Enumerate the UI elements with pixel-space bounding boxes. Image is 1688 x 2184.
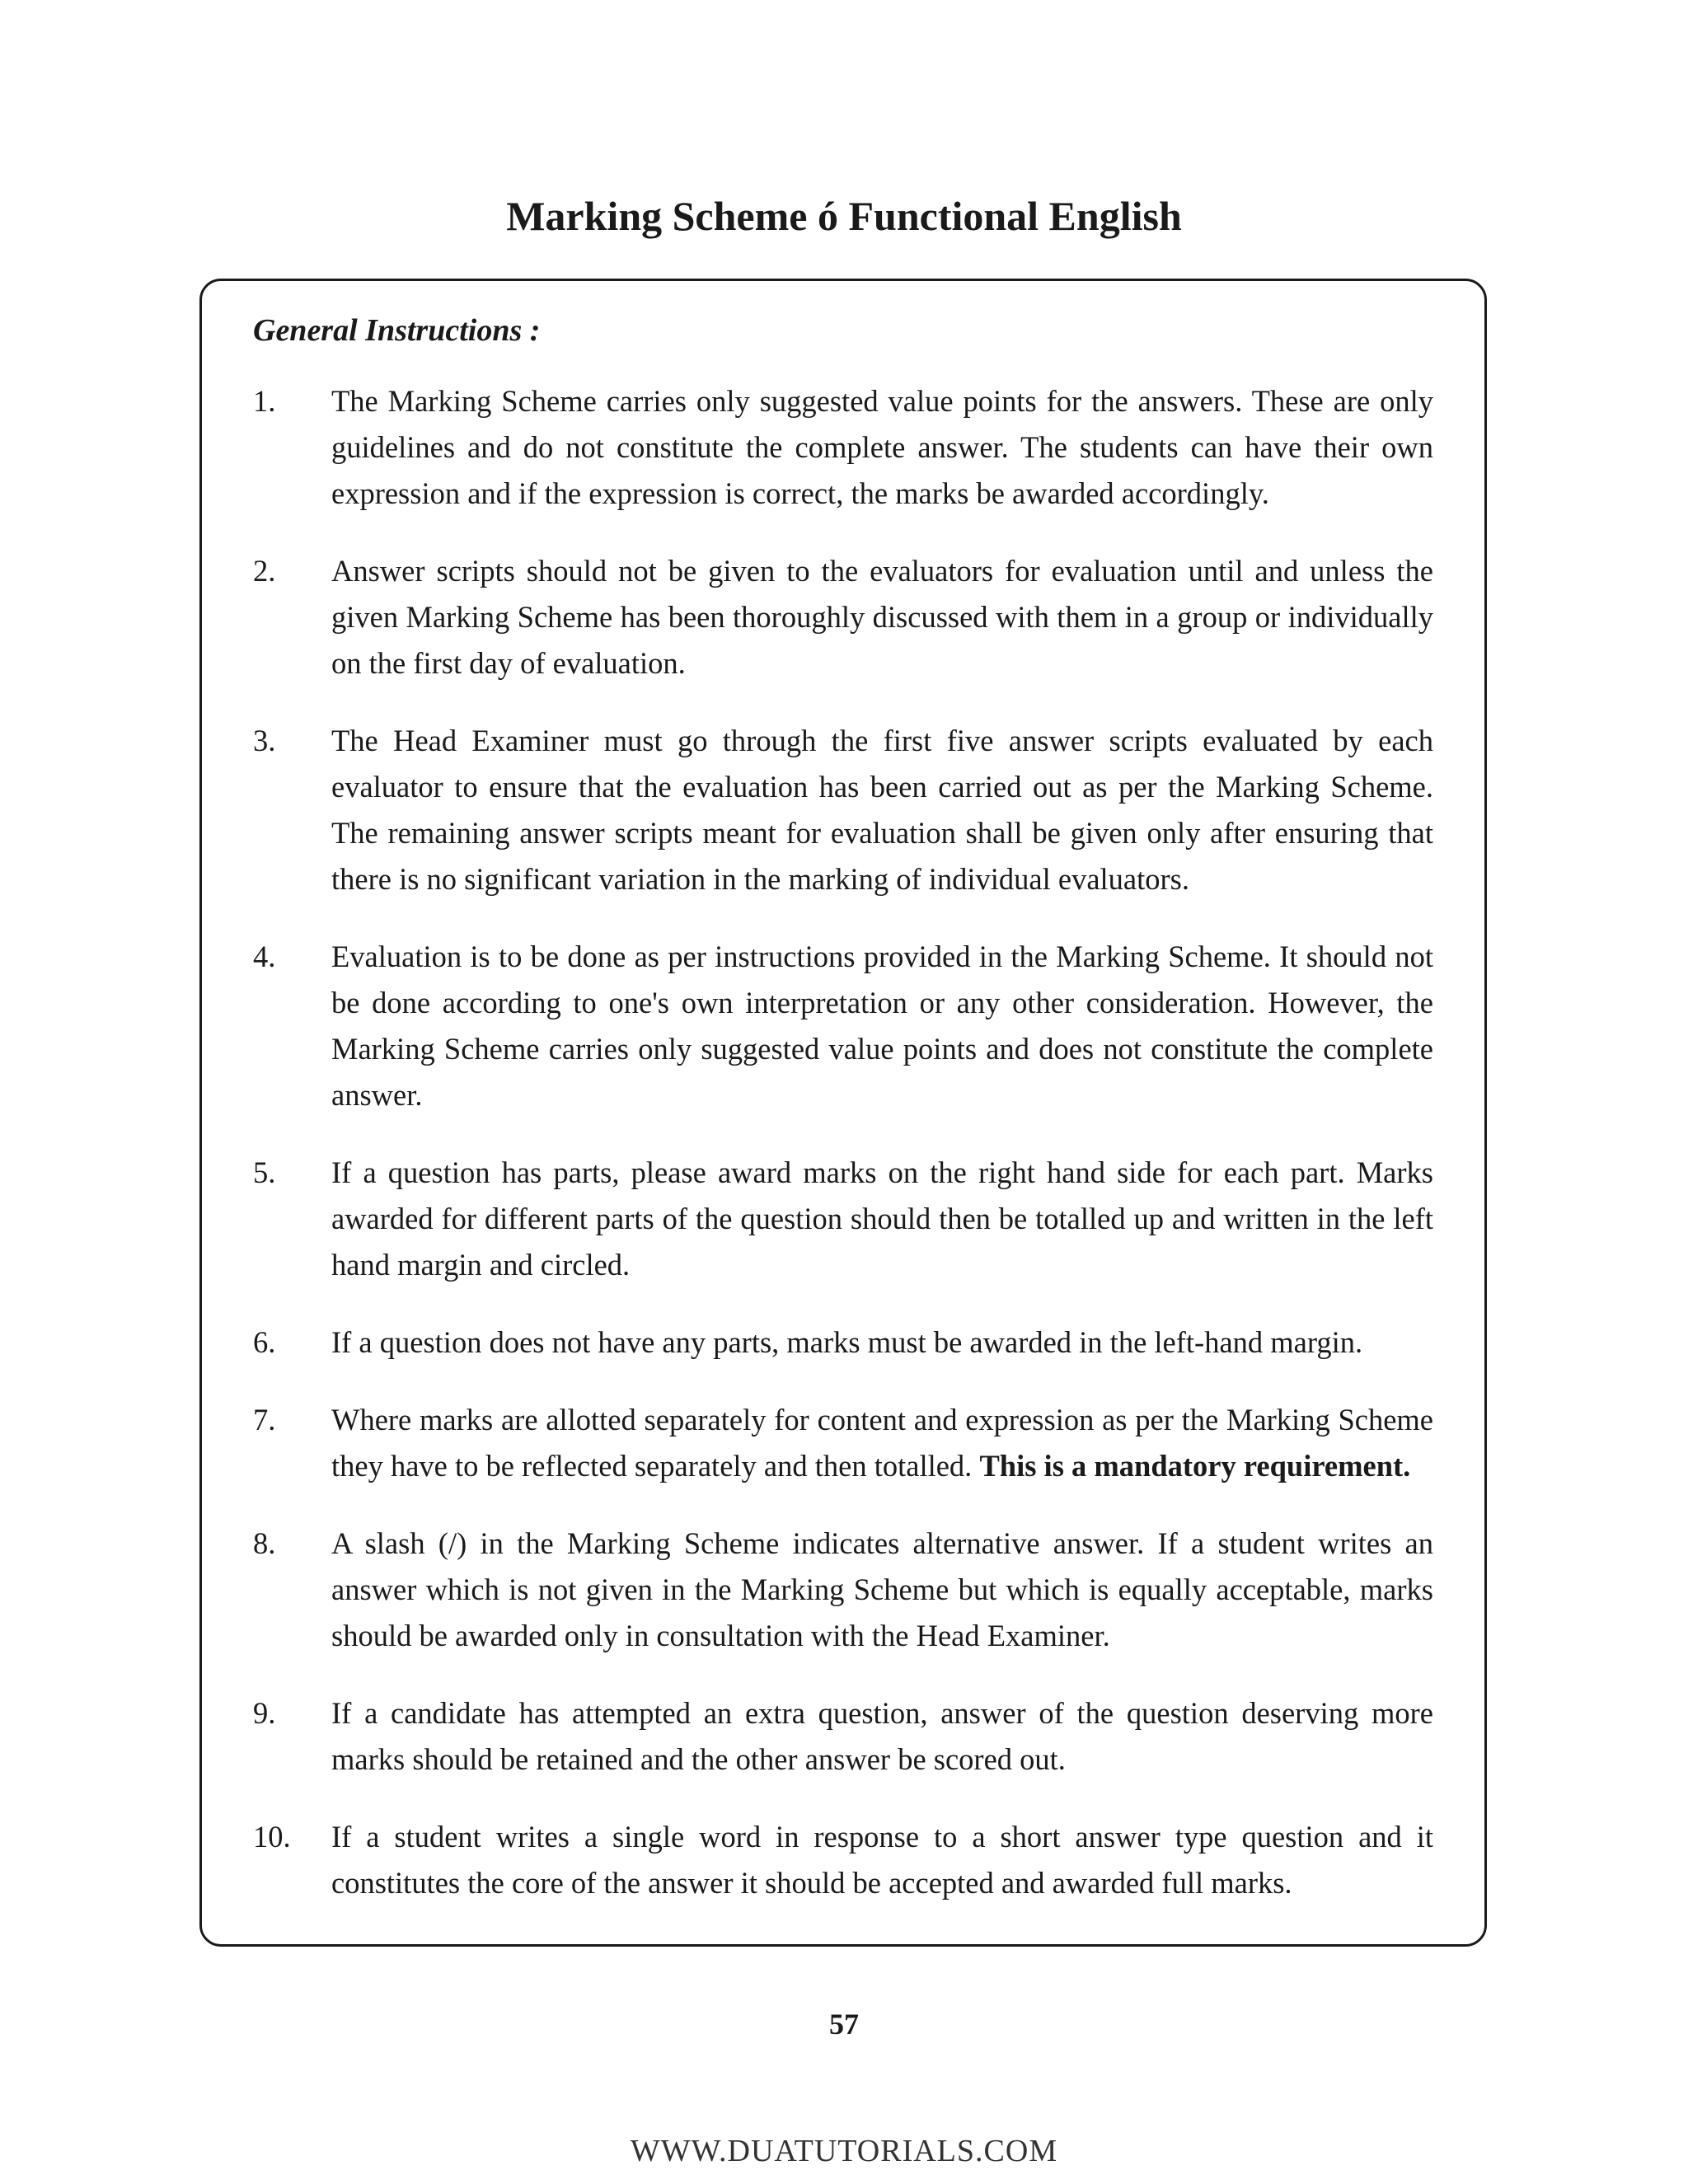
instruction-item <box>253 1150 1433 1288</box>
instructions-heading: General Instructions : <box>253 313 541 348</box>
instruction-number: 4. <box>253 940 276 973</box>
instruction-number: 10. <box>253 1820 291 1854</box>
instruction-text <box>331 934 1433 1118</box>
instruction-number: 6. <box>253 1325 276 1359</box>
instruction-item <box>253 1690 1433 1783</box>
instruction-body: The Head Examiner must go through the first five answer scripts evaluated by each evaluator to ensure that the evaluation has been carried out as per the Marking Scheme. The remaining answer scripts meant for evaluation shall be given only after ensuring that there is no significant variation in the marking of individual evaluators. <box>331 724 1433 896</box>
instruction-item <box>253 1397 1433 1489</box>
page-title: Marking Scheme ó Functional English <box>506 193 1182 239</box>
instruction-body: If a candidate has attempted an extra question, answer of the question deserving more marks should be retained and the other answer be scored out. <box>331 1696 1433 1776</box>
instruction-item <box>253 1814 1433 1906</box>
instruction-text <box>331 1397 1433 1489</box>
instruction-item <box>253 1319 1433 1366</box>
instruction-body: Answer scripts should not be given to the evaluators for evaluation until and unless the given Marking Scheme has been thoroughly discussed with them in a group or individually on the first day of evaluation. <box>331 554 1433 680</box>
instruction-text <box>331 1690 1433 1783</box>
instruction-body: If a question does not have any parts, marks must be awarded in the left-hand margin. <box>331 1325 1363 1359</box>
instruction-item <box>253 548 1433 687</box>
instruction-number: 9. <box>253 1696 276 1730</box>
instruction-number: 7. <box>253 1403 276 1436</box>
instruction-text <box>331 1150 1433 1288</box>
footer-url: WWW.DUATUTORIALS.COM <box>630 2134 1058 2168</box>
page-number: 57 <box>829 2008 859 2041</box>
instruction-item <box>253 378 1433 517</box>
instruction-number: 5. <box>253 1155 276 1189</box>
instruction-item <box>253 934 1433 1118</box>
instruction-text <box>331 1521 1433 1659</box>
instruction-body: The Marking Scheme carries only suggested value points for the answers. These are only guidelines and do not constitute the complete answer. The students can have their own expression and if the expression is correct, the marks be awarded accordingly. <box>331 384 1433 510</box>
instruction-text <box>331 1319 1433 1366</box>
instruction-text <box>331 548 1433 687</box>
instruction-text <box>331 718 1433 902</box>
instruction-item <box>253 1521 1433 1659</box>
instructions-list <box>253 378 1433 1938</box>
mandatory-requirement-emphasis: This is a mandatory requirement. <box>979 1449 1411 1483</box>
instruction-number: 1. <box>253 384 276 418</box>
instruction-number: 8. <box>253 1526 276 1560</box>
general-instructions-box <box>199 279 1487 1947</box>
instruction-body: Where marks are allotted separately for content and expression as per the Marking Scheme they have to be reflected separately and then totalled. <box>331 1403 1433 1483</box>
instruction-number: 2. <box>253 554 276 588</box>
instruction-text <box>331 378 1433 517</box>
instruction-number: 3. <box>253 724 276 757</box>
instruction-text <box>331 1814 1433 1906</box>
instruction-body: If a student writes a single word in response to a short answer type question and it constitutes the core of the answer it should be accepted and awarded full marks. <box>331 1820 1433 1900</box>
instruction-body: A slash (/) in the Marking Scheme indicates alternative answer. If a student writes an answer which is not given in the Marking Scheme but which is equally acceptable, marks should be awarded only in consultation with the Head Examiner. <box>331 1526 1433 1652</box>
instruction-item <box>253 718 1433 902</box>
instruction-body: If a question has parts, please award marks on the right hand side for each part. Marks awarded for different parts of the question should then be totalled up and written in the left hand margin and circled. <box>331 1155 1433 1282</box>
instruction-body: Evaluation is to be done as per instructions provided in the Marking Scheme. It should not be done according to one's own interpretation or any other consideration. However, the Marking Scheme carries only suggested value points and does not constitute the complete answer. <box>331 940 1433 1112</box>
